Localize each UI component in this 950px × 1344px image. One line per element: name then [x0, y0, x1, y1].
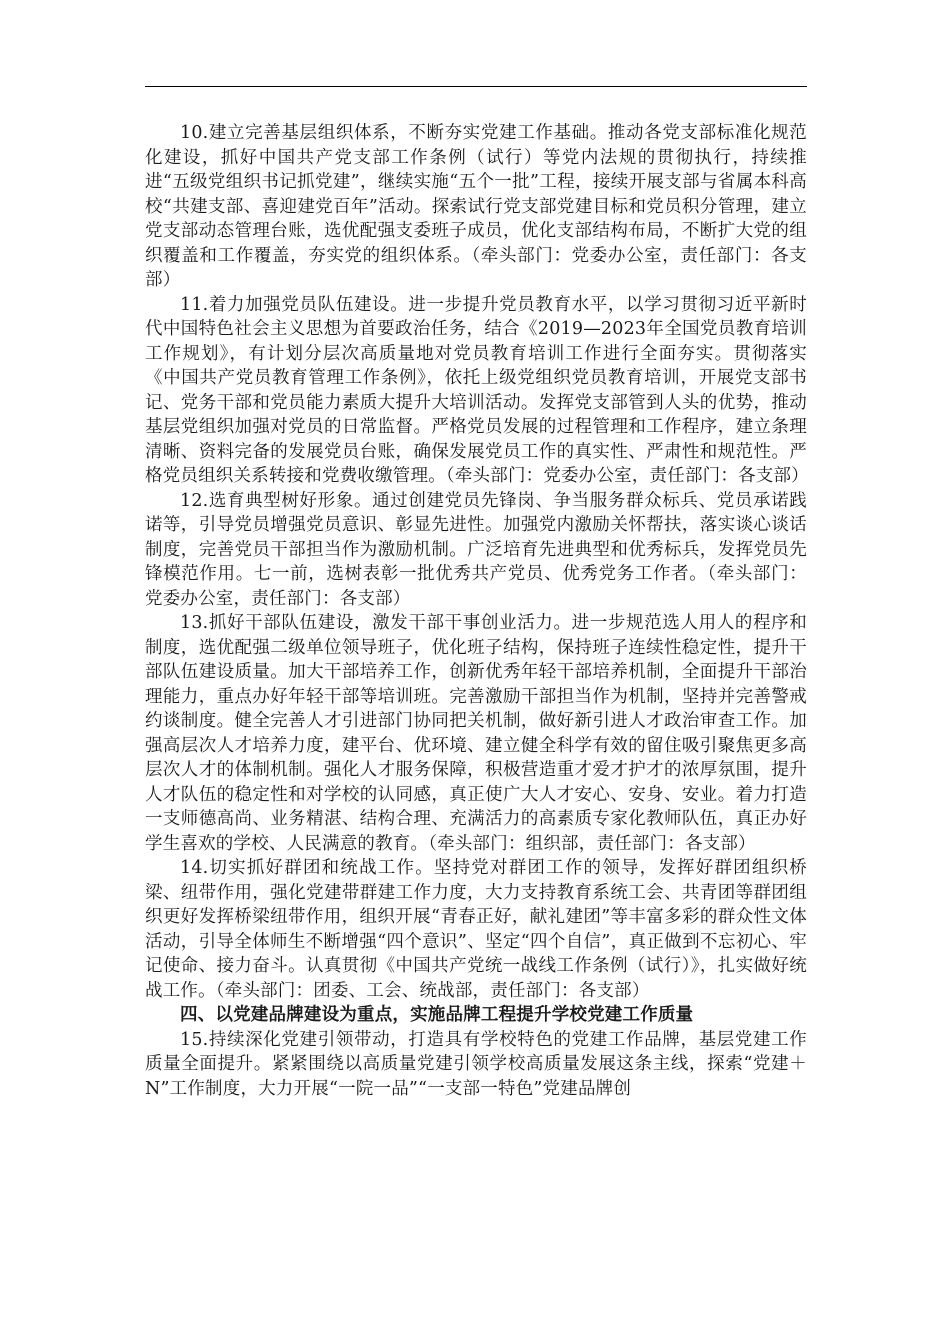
- paragraph-item-11: 11.着力加强党员队伍建设。进一步提升党员教育水平，以学习贯彻习近平新时代中国特色社会主义思想为首要政治任务，结合《2019—2023年全国党员教育培训工作规划》，有计划分层次高质量地对党员教育培训工作进行全面夯实。贯彻落实《中国共产党员教育管理工作条例》，依托上级党组织党员教育培训，开展党支部书记、党务干部和党员能力素质大提升大培训活动。发挥党支部管到人头的优势，推动基层党组织加强对党员的日常监督。严格党员发展的过程管理和工作程序，建立条理清晰、资料完备的发展党员台账，确保发展党员工作的真实性、严肃性和规范性。严格党员组织关系转接和党费收缴管理。（牵头部门：党委办公室，责任部门：各支部）: [145, 294, 809, 486]
- section-heading: 四、以党建品牌建设为重点，实施品牌工程提升学校党建工作质量: [180, 1005, 694, 1025]
- header-rule: [145, 86, 807, 87]
- paragraph-item-10: 10.建立完善基层组织体系，不断夯实党建工作基础。推动各党支部标准化规范化建设，抓好中国共产党支部工作条例（试行）等党内法规的贯彻执行，持续推进“五级党组织书记抓党建”，继续实施“五个一批”工程，接续开展支部与省属本科高校“共建支部、喜迎建党百年”活动。探索试行党支部党建目标和党员积分管理，建立党支部动态管理台账，选优配强支委班子成员，优化支部结构布局，不断扩大党的组织覆盖和工作覆盖，夯实党的组织体系。（牵头部门：党委办公室，责任部门：各支部）: [145, 123, 807, 290]
- paragraph-item-12: 12.选育典型树好形象。通过创建党员先锋岗、争当服务群众标兵、党员承诺践诺等，引导党员增强党员意识、彰显先进性。加强党内激励关怀帮扶，落实谈心谈话制度，完善党员干部担当作为激励机制。广泛培育先进典型和优秀标兵，发挥党员先锋模范作用。七一前，选树表彰一批优秀共产党员、优秀党务工作者。（牵头部门：党委办公室，责任部门：各支部）: [145, 490, 807, 609]
- paragraph-item-14: 14.切实抓好群团和统战工作。坚持党对群团工作的领导，发挥好群团组织桥梁、纽带作用，强化党建带群建工作力度，大力支持教育系统工会、共青团等群团组织更好发挥桥梁纽带作用，组织开展“青春正好，献礼建团”等丰富多彩的群众性文体活动，引导全体师生不断增强“四个意识”、坚定“四个自信”，真正做到不忘初心、牢记使命、接力奋斗。认真贯彻《中国共产党统一战线工作条例（试行）》，扎实做好统战工作。（牵头部门：团委、工会、统战部，责任部门：各支部）: [145, 858, 807, 1001]
- paragraph-item-13: 13.抓好干部队伍建设，激发干部干事创业活力。进一步规范选人用人的程序和制度，选优配强二级单位领导班子，优化班子结构，保持班子连续性稳定性，提升干部队伍建设质量。加大干部培养工作，创新优秀年轻干部培养机制，全面提升干部治理能力，重点办好年轻干部等培训班。完善激励干部担当作为机制，坚持并完善警戒约谈制度。健全完善人才引进部门协同把关机制，做好新引进人才政治审查工作。加强高层次人才培养力度，建平台、优环境、建立健全科学有效的留住吸引聚焦更多高层次人才的体制机制。强化人才服务保障，积极营造重才爱才护才的浓厚氛围，提升人才队伍的稳定性和对学校的认同感，真正使广大人才安心、安身、安业。着力打造一支师德高尚、业务精湛、结构合理、充满活力的高素质专家化教师队伍，真正办好学生喜欢的学校、人民满意的教育。（牵头部门：组织部，责任部门：各支部）: [145, 613, 807, 854]
- paragraph-item-15: 15.持续深化党建引领带动，打造具有学校特色的党建工作品牌，基层党建工作质量全面提升。紧紧围绕以高质量党建引领学校高质量发展这条主线，探索“党建＋N”工作制度，大力开展“一院一品”“一支部一特色”党建品牌创: [145, 1029, 807, 1099]
- document-body: [145, 121, 807, 1101]
